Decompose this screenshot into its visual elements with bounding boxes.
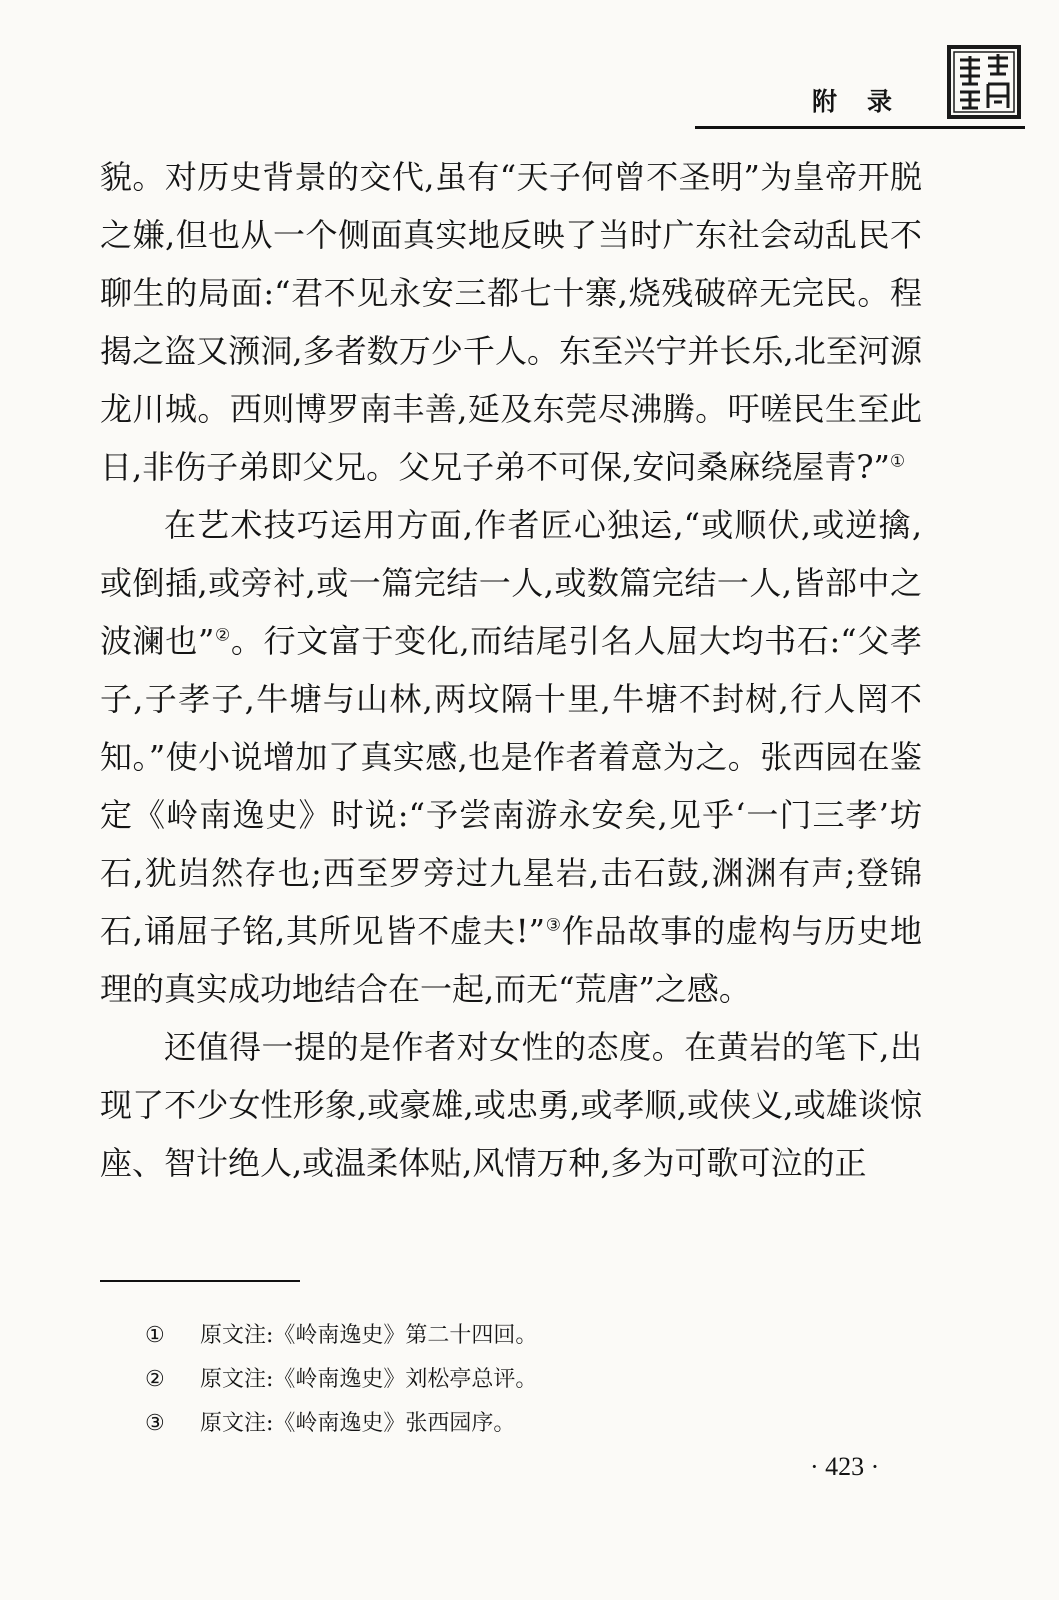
footnote-text: 原文注:《岭南逸史》刘松亭总评。: [200, 1367, 538, 1392]
footnote-mark: ③: [145, 1411, 165, 1436]
page-number: · 423 ·: [810, 1452, 880, 1481]
footnote-item: [145, 1314, 845, 1358]
footnote-mark: ①: [145, 1323, 165, 1348]
seal-logo: [946, 44, 1022, 120]
footnote-mark: ②: [145, 1367, 165, 1392]
footnote-text: 原文注:《岭南逸史》第二十四回。: [200, 1323, 538, 1348]
body-text: [100, 148, 922, 1192]
header-rule: [695, 126, 1025, 129]
footnote-item: [145, 1402, 845, 1446]
footnote-ref-1: ①: [889, 451, 906, 472]
footnote-item: [145, 1358, 845, 1402]
paragraph-2: 在艺术技巧运用方面,作者匠心独运,“或顺伏,或逆擒,或倒插,或旁衬,或一篇完结一人,或数篇完结一人,皆部中之波澜也”②。行文富于变化,而结尾引名人屈大均书石:“父孝子,子孝子,牛塘与山林,两坟隔十里,牛塘不封树,行人罔不知。”使小说增加了真实感,也是作者着意为之。张西园在鉴定《岭南逸史》时说:“予尝南游永安矣,见乎‘一门三孝’坊石,犹岿然存也;西至罗旁过九星岩,击石鼓,渊渊有声;登锦石,诵屈子铭,其所见皆不虚夫!”③作品故事的虚构与历史地理的真实成功地结合在一起,而无“荒唐”之感。: [100, 506, 922, 1008]
footnote-ref-2: ②: [214, 625, 231, 646]
running-header-title: 附录: [812, 87, 923, 116]
footnotes: [145, 1314, 845, 1446]
paragraph-1: 貌。对历史背景的交代,虽有“天子何曾不圣明”为皇帝开脱之嫌,但也从一个侧面真实地反映了当时广东社会动乱民不聊生的局面:“君不见永安三都七十寨,烧残破碎无完民。程揭之盗又滪洞,多者数万少千人。东至兴宁并长乐,北至河源龙川城。西则博罗南丰善,延及东莞尽沸腾。吁嗟民生至此日,非伤子弟即父兄。父兄子弟不可保,安问桑麻绕屋青?”①: [100, 158, 922, 486]
footnote-text: 原文注:《岭南逸史》张西园序。: [200, 1411, 516, 1436]
paragraph-3: 还值得一提的是作者对女性的态度。在黄岩的笔下,出现了不少女性形象,或豪雄,或忠勇,或孝顺,或侠义,或雄谈惊座、智计绝人,或温柔体贴,风情万种,多为可歌可泣的正: [100, 1028, 922, 1182]
footnote-separator: [100, 1280, 300, 1282]
footnote-ref-3: ③: [544, 915, 562, 936]
